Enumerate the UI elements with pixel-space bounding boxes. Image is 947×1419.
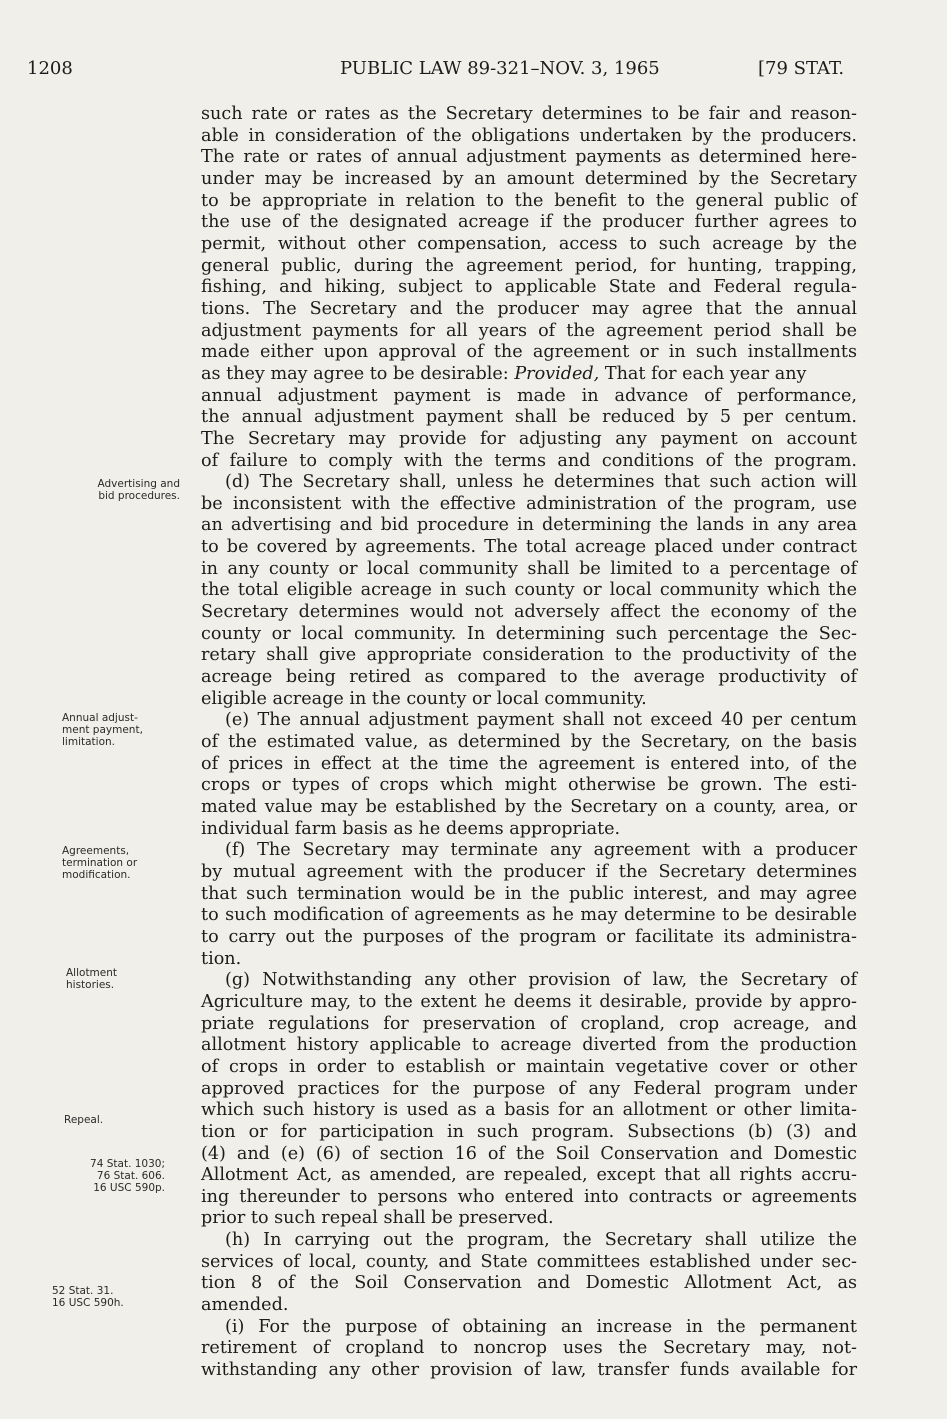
margin-note-repeal bbox=[64, 1114, 103, 1126]
provided-term: Provided, bbox=[514, 363, 600, 384]
text-line: that such termination would be in the public interest, and may agree bbox=[201, 883, 857, 904]
text-line: eligible acreage in the county or local community. bbox=[201, 688, 647, 709]
margin-note-annual-payment bbox=[62, 712, 143, 748]
margin-note-line: modification. bbox=[62, 869, 131, 881]
page-header bbox=[0, 58, 947, 88]
statute-text bbox=[201, 104, 857, 1382]
margin-note-line: Advertising and bbox=[97, 478, 180, 490]
text-line: tion or for participation in such program. Subsections (b) (3) and bbox=[201, 1121, 857, 1142]
text-line: of crops in order to establish or maintain vegetative cover or other bbox=[201, 1056, 857, 1077]
text-line: of the estimated value, as determined by the Secretary, on the basis bbox=[201, 732, 857, 753]
margin-note-statute-references bbox=[40, 1158, 165, 1194]
text-line: of prices in effect at the time the agreement is entered into, of the bbox=[201, 753, 857, 774]
text-line: (f) The Secretary may terminate any agreement with a producer bbox=[225, 840, 857, 861]
text-line: (4) and (e) (6) of section 16 of the Soil Conservation and Domestic bbox=[201, 1143, 857, 1164]
text-line: (e) The annual adjustment payment shall not exceed 40 per centum bbox=[225, 710, 857, 731]
text-line: (h) In carrying out the program, the Secretary shall utilize the bbox=[225, 1230, 857, 1251]
text-line: tion. bbox=[201, 948, 242, 969]
text-line: annual adjustment payment is made in advance of performance, bbox=[201, 385, 857, 406]
text-line: retary shall give appropriate consideration to the productivity of the bbox=[201, 645, 857, 666]
text-line: to be covered by agreements. The total acreage placed under contract bbox=[201, 537, 857, 558]
margin-note-line: Annual adjust- bbox=[62, 712, 138, 724]
text-line: individual farm basis as he deems appropriate. bbox=[201, 818, 621, 839]
text-line: able in consideration of the obligations undertaken by the producers. bbox=[201, 125, 857, 146]
volume-reference: [79 STAT. bbox=[758, 58, 845, 79]
text-line: Secretary determines would not adversely affect the economy of the bbox=[201, 602, 857, 623]
margin-note-line: 52 Stat. 31. bbox=[52, 1285, 114, 1297]
text-line: county or local community. In determining such percentage the Sec- bbox=[201, 623, 857, 644]
text-line: withstanding any other provision of law, transfer funds available for bbox=[201, 1360, 857, 1381]
text-segment: That for each year any bbox=[599, 363, 807, 384]
running-title: PUBLIC LAW 89-321–NOV. 3, 1965 bbox=[340, 58, 660, 79]
margin-note-agreements bbox=[62, 845, 137, 881]
margin-note-line: 16 USC 590p. bbox=[93, 1182, 165, 1194]
text-line: The Secretary may provide for adjusting any payment on account bbox=[201, 428, 857, 449]
text-line: adjustment payments for all years of the agreement period shall be bbox=[201, 320, 857, 341]
text-line: such rate or rates as the Secretary determines to be fair and reason- bbox=[201, 104, 857, 124]
text-line: to be appropriate in relation to the benefit to the general public of bbox=[201, 190, 857, 211]
margin-note-advertising bbox=[40, 478, 180, 502]
text-line: tions. The Secretary and the producer may agree that the annual bbox=[201, 298, 857, 319]
text-line: of failure to comply with the terms and conditions of the program. bbox=[201, 450, 857, 471]
text-line: acreage being retired as compared to the average productivity of bbox=[201, 667, 857, 688]
text-line: the use of the designated acreage if the producer further agrees to bbox=[201, 212, 857, 233]
margin-note-statute-31 bbox=[52, 1285, 124, 1309]
text-line: the total eligible acreage in such county or local community which the bbox=[201, 580, 857, 601]
text-line: crops or types of crops which might otherwise be grown. The esti- bbox=[201, 775, 857, 796]
text-line: general public, during the agreement period, for hunting, trapping, bbox=[201, 255, 857, 276]
text-line: under may be increased by an amount determined by the Secretary bbox=[201, 168, 857, 189]
text-line: (g) Notwithstanding any other provision of law, the Secretary of bbox=[225, 970, 857, 991]
margin-note-line: 74 Stat. 1030; bbox=[90, 1158, 165, 1170]
text-line: made either upon approval of the agreement or in such installments bbox=[201, 342, 857, 363]
text-line: by mutual agreement with the producer if the Secretary determines bbox=[201, 861, 857, 882]
margin-note-line: Allotment bbox=[66, 967, 118, 979]
text-line: fishing, and hiking, subject to applicable State and Federal regula- bbox=[201, 277, 857, 298]
text-line: prior to such repeal shall be preserved. bbox=[201, 1208, 554, 1229]
text-line: to such modification of agreements as he may determine to be desirable bbox=[201, 905, 857, 926]
text-line: (d) The Secretary shall, unless he determines that such action will bbox=[225, 472, 857, 493]
text-line: retirement of cropland to noncrop uses the Secretary may, not- bbox=[201, 1338, 857, 1359]
text-line: permit, without other compensation, access to such acreage by the bbox=[201, 233, 857, 254]
text-line: Agriculture may, to the extent he deems it desirable, provide by appro- bbox=[201, 991, 857, 1012]
text-line: services of local, county, and State committees established under sec- bbox=[201, 1251, 857, 1272]
margin-note-line: termination or bbox=[62, 857, 138, 869]
margin-note-line: histories. bbox=[66, 979, 115, 991]
text-line: priate regulations for preservation of cropland, crop acreage, and bbox=[201, 1013, 857, 1034]
text-line: be inconsistent with the effective administration of the program, use bbox=[201, 493, 857, 514]
margin-note-line: 16 USC 590h. bbox=[52, 1297, 124, 1309]
margin-note-line: Agreements, bbox=[62, 845, 130, 857]
text-line: tion 8 of the Soil Conservation and Domestic Allotment Act, as bbox=[201, 1273, 857, 1294]
margin-note-line: 76 Stat. 606. bbox=[96, 1170, 165, 1182]
text-line: allotment history applicable to acreage diverted from the production bbox=[201, 1035, 857, 1056]
margin-note-line: ment payment, bbox=[62, 724, 143, 736]
text-line: The rate or rates of annual adjustment payments as determined here- bbox=[201, 147, 857, 168]
margin-note-line: limitation. bbox=[62, 736, 115, 748]
margin-note-line: bid procedures. bbox=[98, 490, 180, 502]
text-line: amended. bbox=[201, 1295, 289, 1316]
text-line: mated value may be established by the Secretary on a county, area, or bbox=[201, 797, 857, 817]
text-line: approved practices for the purpose of any Federal program under bbox=[201, 1078, 857, 1099]
text-line: ing thereunder to persons who entered into contracts or agreements bbox=[201, 1186, 857, 1207]
margin-note-line: Repeal. bbox=[64, 1114, 104, 1126]
page-number: 1208 bbox=[27, 58, 73, 79]
text-line: (i) For the purpose of obtaining an increase in the permanent bbox=[225, 1316, 857, 1337]
text-line: the annual adjustment payment shall be reduced by 5 per centum. bbox=[201, 407, 857, 428]
text-line: to carry out the purposes of the program or facilitate its administra- bbox=[201, 926, 857, 947]
text-line: in any county or local community shall be limited to a percentage of bbox=[201, 558, 857, 579]
text-line: which such history is used as a basis for an allotment or other limita- bbox=[201, 1100, 857, 1121]
text-segment: as they may agree to be desirable: bbox=[201, 363, 509, 384]
text-line: an advertising and bid procedure in determining the lands in any area bbox=[201, 515, 857, 536]
text-line bbox=[201, 364, 857, 386]
margin-note-allotment bbox=[66, 967, 117, 991]
text-line: Allotment Act, as amended, are repealed, except that all rights accru- bbox=[201, 1165, 857, 1186]
